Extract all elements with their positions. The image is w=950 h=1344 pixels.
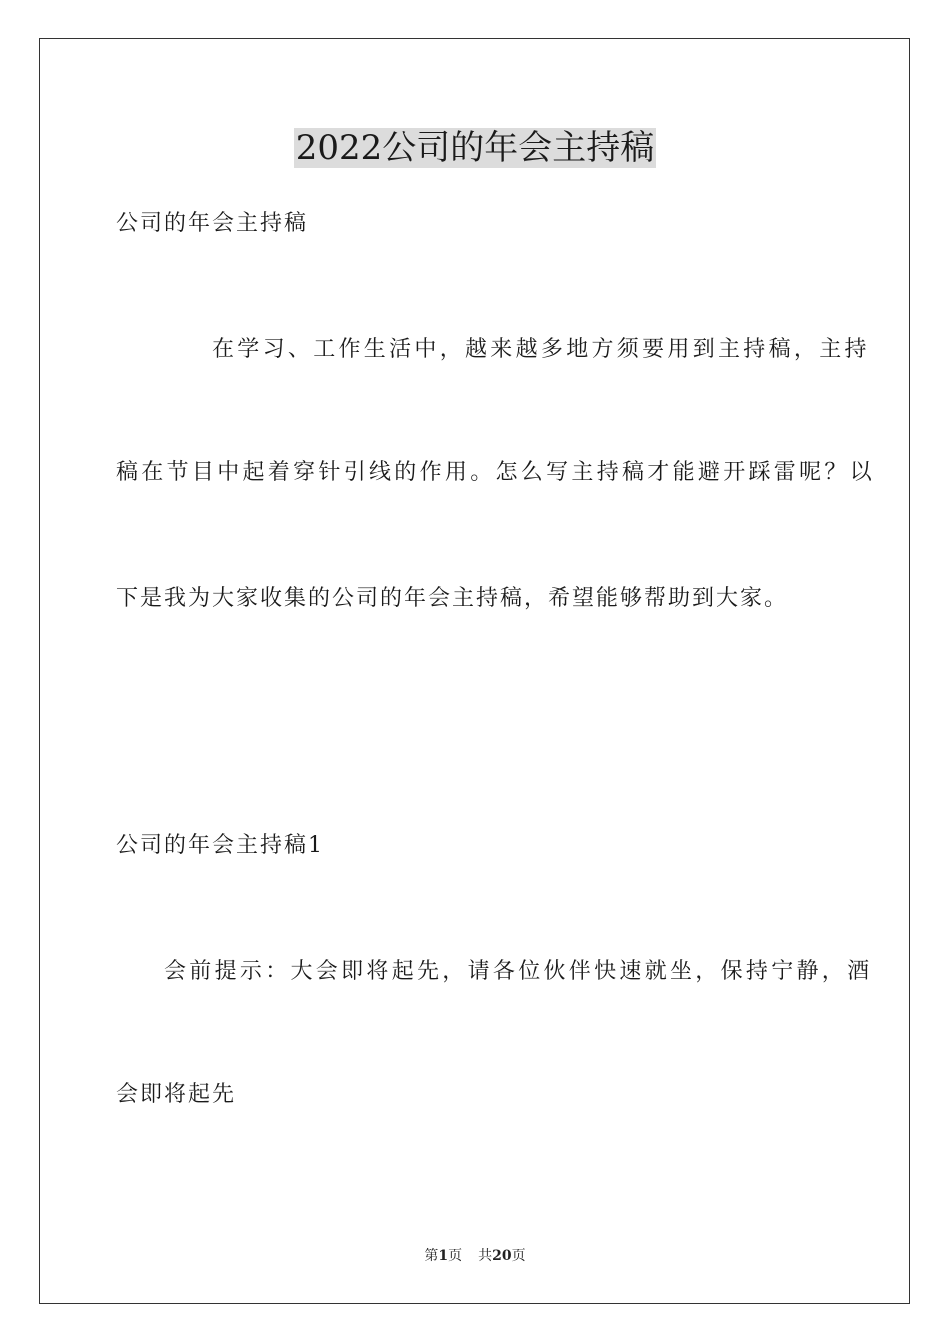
footer-page-number: 1 — [438, 1248, 449, 1264]
footer-page-prefix: 第 — [424, 1248, 439, 1264]
footer-page-suffix: 页 — [448, 1248, 463, 1264]
intro-line-3: 下是我为大家收集的公司的年会主持稿，希望能够帮助到大家。 — [116, 586, 789, 611]
footer-total-pages: 20 — [492, 1248, 512, 1264]
intro-line-2: 稿在节目中起着穿针引线的作用。怎么写主持稿才能避开踩雷呢？以 — [116, 460, 876, 485]
section-line-2: 会即将起先 — [116, 1082, 237, 1107]
document-title — [0, 125, 950, 171]
section-heading: 公司的年会主持稿1 — [116, 833, 324, 858]
intro-line-1: 在学习、工作生活中，越来越多地方须要用到主持稿，主持 — [212, 337, 870, 362]
document-subtitle: 公司的年会主持稿 — [116, 211, 309, 236]
footer-total-suffix: 页 — [511, 1248, 526, 1264]
footer-total-prefix: 共 — [478, 1248, 493, 1264]
section-line-1: 会前提示：大会即将起先，请各位伙伴快速就坐，保持宁静，酒 — [164, 959, 873, 984]
page-footer — [0, 1246, 950, 1266]
document-title-text: 2022公司的年会主持稿 — [295, 128, 655, 168]
